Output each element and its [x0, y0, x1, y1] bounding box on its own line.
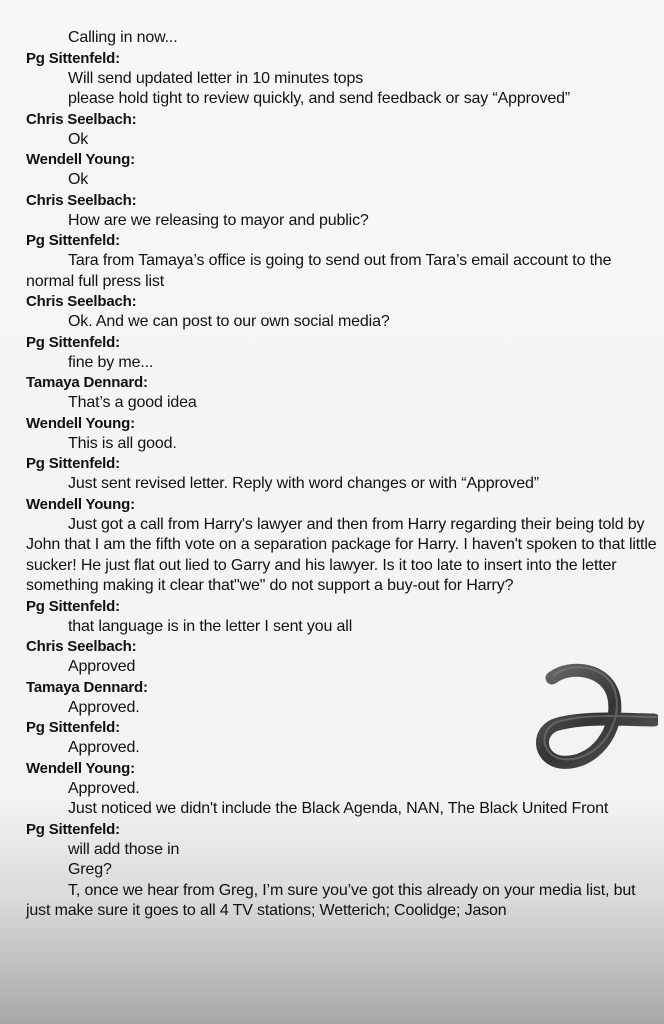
- speaker-name: Chris Seelbach:: [26, 110, 137, 128]
- speaker-name: Pg Sittenfeld:: [26, 455, 120, 472]
- speaker-name: Pg Sittenfeld:: [26, 597, 120, 615]
- transcript: [26, 28, 662, 922]
- message-line: Tara from Tamaya’s office is going to send out from Tara’s email account to the normal full press list: [26, 252, 612, 290]
- message-line: Approved: [68, 658, 136, 675]
- speaker-name: Tamaya Dennard:: [26, 374, 148, 391]
- transcript-entry: [26, 110, 662, 151]
- speaker-name: Chris Seelbach:: [26, 293, 137, 310]
- message-line: Approved.: [68, 698, 140, 716]
- transcript-entry: [26, 820, 662, 922]
- transcript-entry: [26, 150, 662, 191]
- message-line: Approved.: [68, 739, 140, 756]
- transcript-entry: [26, 333, 662, 374]
- speaker-name: Chris Seelbach:: [26, 638, 137, 655]
- speaker-name: Tamaya Dennard:: [26, 678, 148, 696]
- speaker-name: Wendell Young:: [26, 414, 135, 432]
- message-line: Ok: [68, 171, 89, 188]
- message-line: This is all good.: [68, 434, 177, 452]
- message-line: Just sent revised letter. Reply with word changes or with “Approved”: [68, 475, 539, 492]
- speaker-name: Pg Sittenfeld:: [26, 719, 120, 736]
- message-line: Approved.: [68, 779, 140, 797]
- transcript-entry: [26, 414, 662, 455]
- speaker-name: Pg Sittenfeld:: [26, 49, 120, 67]
- speaker-name: Pg Sittenfeld:: [26, 820, 120, 838]
- speaker-name: Wendell Young:: [26, 151, 135, 168]
- message-line: That’s a good idea: [68, 394, 197, 411]
- transcript-entry: [26, 454, 662, 495]
- speaker-name: Pg Sittenfeld:: [26, 232, 120, 249]
- speaker-name: Pg Sittenfeld:: [26, 333, 120, 351]
- message-line: will add those in: [68, 840, 180, 858]
- message-line: Ok: [68, 130, 89, 148]
- speaker-name: Chris Seelbach:: [26, 191, 137, 209]
- message-line: that language is in the letter I sent you all: [68, 617, 353, 635]
- message-line: Greg?: [68, 861, 112, 878]
- transcript-entry: [26, 49, 662, 110]
- transcript-entry: [26, 495, 662, 597]
- transcript-entry: [26, 231, 662, 292]
- message-line: How are we releasing to mayor and public?: [68, 211, 369, 229]
- message-line: Calling in now...: [68, 29, 178, 46]
- transcript-entry: [26, 597, 662, 638]
- message-line: Will send updated letter in 10 minutes tops: [68, 69, 364, 87]
- speaker-name: Wendell Young:: [26, 495, 135, 513]
- message-line: please hold tight to review quickly, and send feedback or say “Approved”: [68, 90, 571, 107]
- transcript-entry: [26, 191, 662, 232]
- ink-scribble: [530, 658, 658, 776]
- transcript-entry: [26, 28, 662, 49]
- message-line: Ok. And we can post to our own social media?: [68, 313, 390, 330]
- speaker-name: Wendell Young:: [26, 759, 135, 777]
- message-line: Just got a call from Harry's lawyer and then from Harry regarding their being told by John that I am the fifth vote on a separation package for Harry. I haven't spoken to that little sucker! He just flat out lied to Garry and his lawyer. Is it too late to insert into the letter something making it clear that"we" do not support a buy-out for Harry?: [26, 515, 657, 594]
- message-line: Just noticed we didn't include the Black Agenda, NAN, The Black United Front: [68, 800, 609, 817]
- transcript-entry: [26, 292, 662, 333]
- message-line: T, once we hear from Greg, I’m sure you’ve got this already on your media list, but just make sure it goes to all 4 TV stations; Wetterich; Coolidge; Jason: [26, 881, 636, 919]
- message-line: fine by me...: [68, 353, 154, 371]
- transcript-entry: [26, 373, 662, 414]
